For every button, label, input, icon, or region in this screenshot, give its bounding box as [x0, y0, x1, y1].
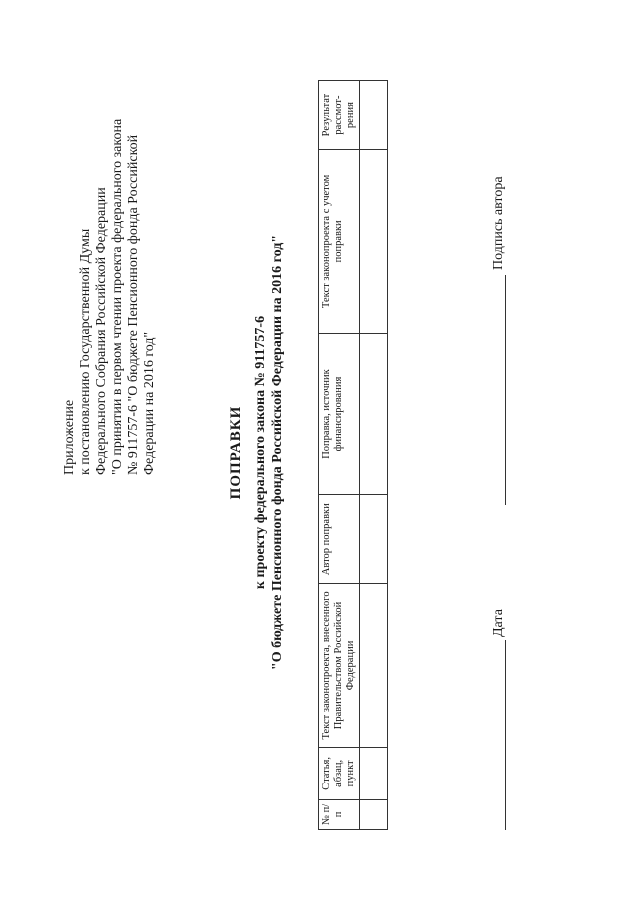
date-label: Дата: [491, 609, 506, 637]
col-author-header: Автор поправки: [319, 495, 360, 583]
table-cell: [360, 81, 388, 150]
col-government-text-header: Текст законопроекта, внесенного Правительством Российской Федерации: [319, 583, 360, 747]
document-title: ПОПРАВКИ: [228, 405, 244, 500]
date-line: [505, 640, 506, 830]
appendix-line: Приложение: [62, 399, 77, 475]
col-result-header: Результат рассмот-рения: [319, 81, 360, 150]
appendix-block: [62, 55, 158, 475]
table-header-row: [319, 81, 360, 830]
table-cell: [360, 799, 388, 829]
table-cell: [360, 333, 388, 495]
appendix-line: Федерации на 2016 год": [142, 331, 157, 475]
document-subtitle: [252, 0, 286, 905]
col-article-header: Статья, абзац, пункт: [319, 747, 360, 799]
amendments-table: [318, 80, 388, 830]
signature-line: [505, 275, 506, 505]
subtitle-line-2: "О бюджете Пенсионного фонда Российской Федерации на 2016 год": [270, 234, 285, 671]
col-amendment-header: Поправка, источник финансирования: [319, 333, 360, 495]
subtitle-line-1: к проекту федерального закона № 911757-6: [253, 315, 268, 590]
appendix-line: "О принятии в первом чтении проекта федерального закона: [110, 118, 125, 475]
table-cell: [360, 150, 388, 333]
col-number-header: № п/п: [319, 799, 360, 829]
appendix-line: Федерального Собрания Российской Федерации: [94, 187, 109, 475]
table-cell: [360, 583, 388, 747]
table-cell: [360, 747, 388, 799]
col-amended-text-header: Текст законопроекта с учетом поправки: [319, 150, 360, 333]
appendix-line: № 911757-6 "О бюджете Пенсионного фонда Российской: [126, 134, 141, 475]
signature-label: Подпись автора: [491, 176, 506, 270]
appendix-line: к постановлению Государственной Думы: [78, 228, 93, 475]
table-row: [360, 81, 388, 830]
table-cell: [360, 495, 388, 583]
